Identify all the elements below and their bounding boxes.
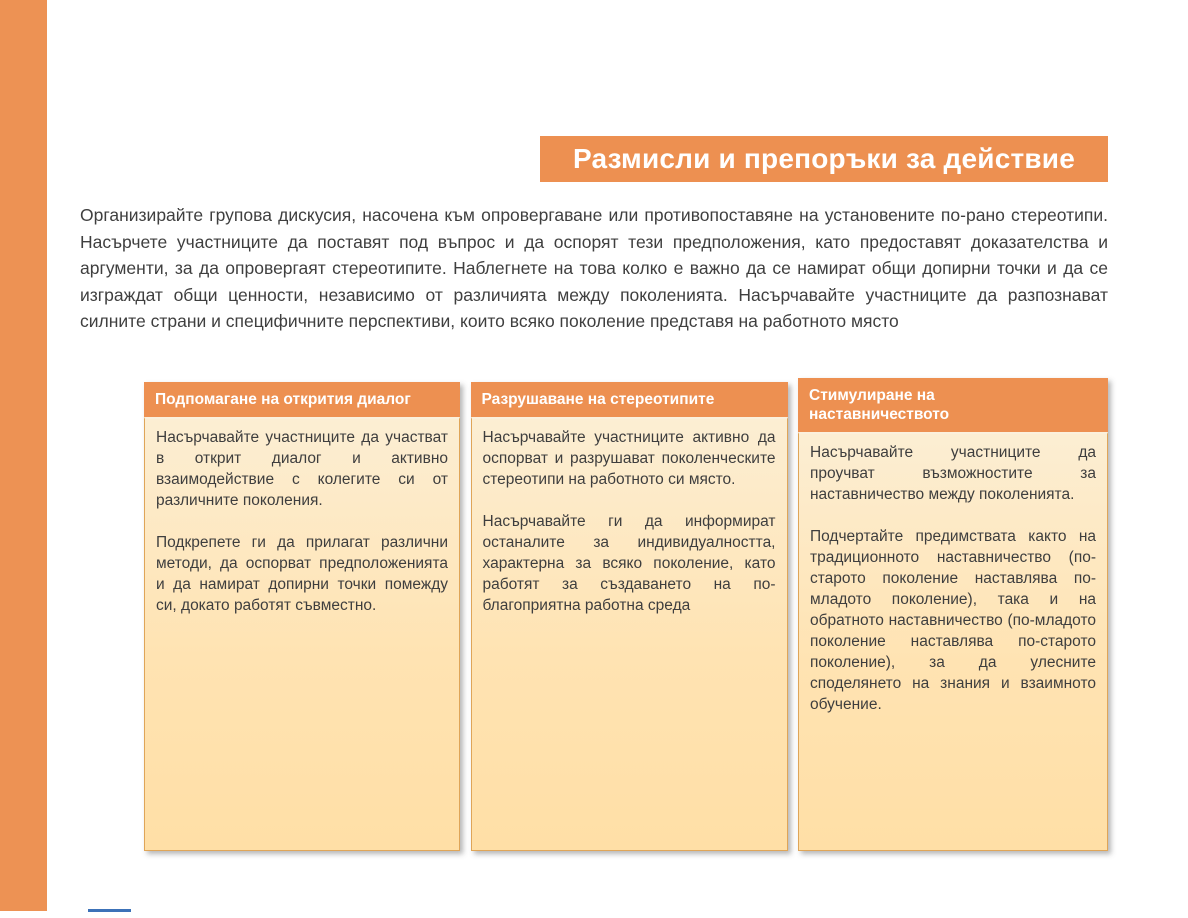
- card-title: Разрушаване на стереотипите: [481, 391, 715, 408]
- card-open-dialog-body: [144, 417, 460, 851]
- card-mentoring-body: [798, 432, 1108, 851]
- intro-paragraph: Организирайте групова дискусия, насочена към опровергаване или противопоставяне на установените по-рано стереотипи. Насърчете участниците да поставят под въпрос и да оспорят тези предположения, като предоставят доказателства и аргументи, за да опровергаят стереотипите. Наблегнете на това колко е важно да се намират общи допирни точки и да се изграждат общи ценности, независимо от различията между поколенията. Насърчавайте участниците да разпознават силните страни и специфичните перспективи, които всяко поколение представя на работното място: [80, 205, 1108, 331]
- card-break-stereotypes-body: [471, 417, 788, 851]
- card-open-dialog: [144, 382, 460, 851]
- card-paragraph: Насърчавайте участниците да проучват възможностите за наставничество между поколенията.: [810, 444, 1096, 503]
- card-paragraph: Насърчавайте ги да информират останалите за индивидуалността, характерна за всяко поколение, като работят за създаването на по-благоприятна работна среда: [482, 513, 776, 614]
- card-mentoring-header: [798, 378, 1108, 432]
- card-paragraph: Подкрепете ги да прилагат различни методи, да оспорват предположенията и да намират допирни точки помежду си, докато работят съвместно.: [156, 534, 448, 614]
- cards-row: [144, 378, 1108, 851]
- card-paragraph: Насърчавайте участниците активно да оспорват и разрушават поколенческите стереотипи на работното си място.: [482, 429, 776, 488]
- left-accent-strip: [0, 0, 47, 911]
- card-mentoring: [798, 378, 1108, 851]
- page-title-banner: [540, 136, 1108, 182]
- card-title: Стимулиране на наставничеството: [809, 387, 950, 423]
- card-break-stereotypes: [471, 382, 788, 851]
- bottom-decoration-line: [88, 909, 131, 912]
- card-paragraph: Насърчавайте участниците да участват в открит диалог и активно взаимодействие с колегите си от различните поколения.: [156, 429, 448, 509]
- card-open-dialog-header: [144, 382, 460, 417]
- page-title: Размисли и препоръки за действие: [573, 143, 1075, 174]
- card-title: Подпомагане на открития диалог: [155, 391, 411, 408]
- card-paragraph: Подчертайте предимствата както на традиционното наставничество (по-старото поколение наставлява по-младото поколение), така и на обратното наставничество (по-младото поколение наставлява по-старото поколение), за да улесните споделянето на знания и взаимното обучение.: [810, 528, 1096, 713]
- card-break-stereotypes-header: [471, 382, 788, 417]
